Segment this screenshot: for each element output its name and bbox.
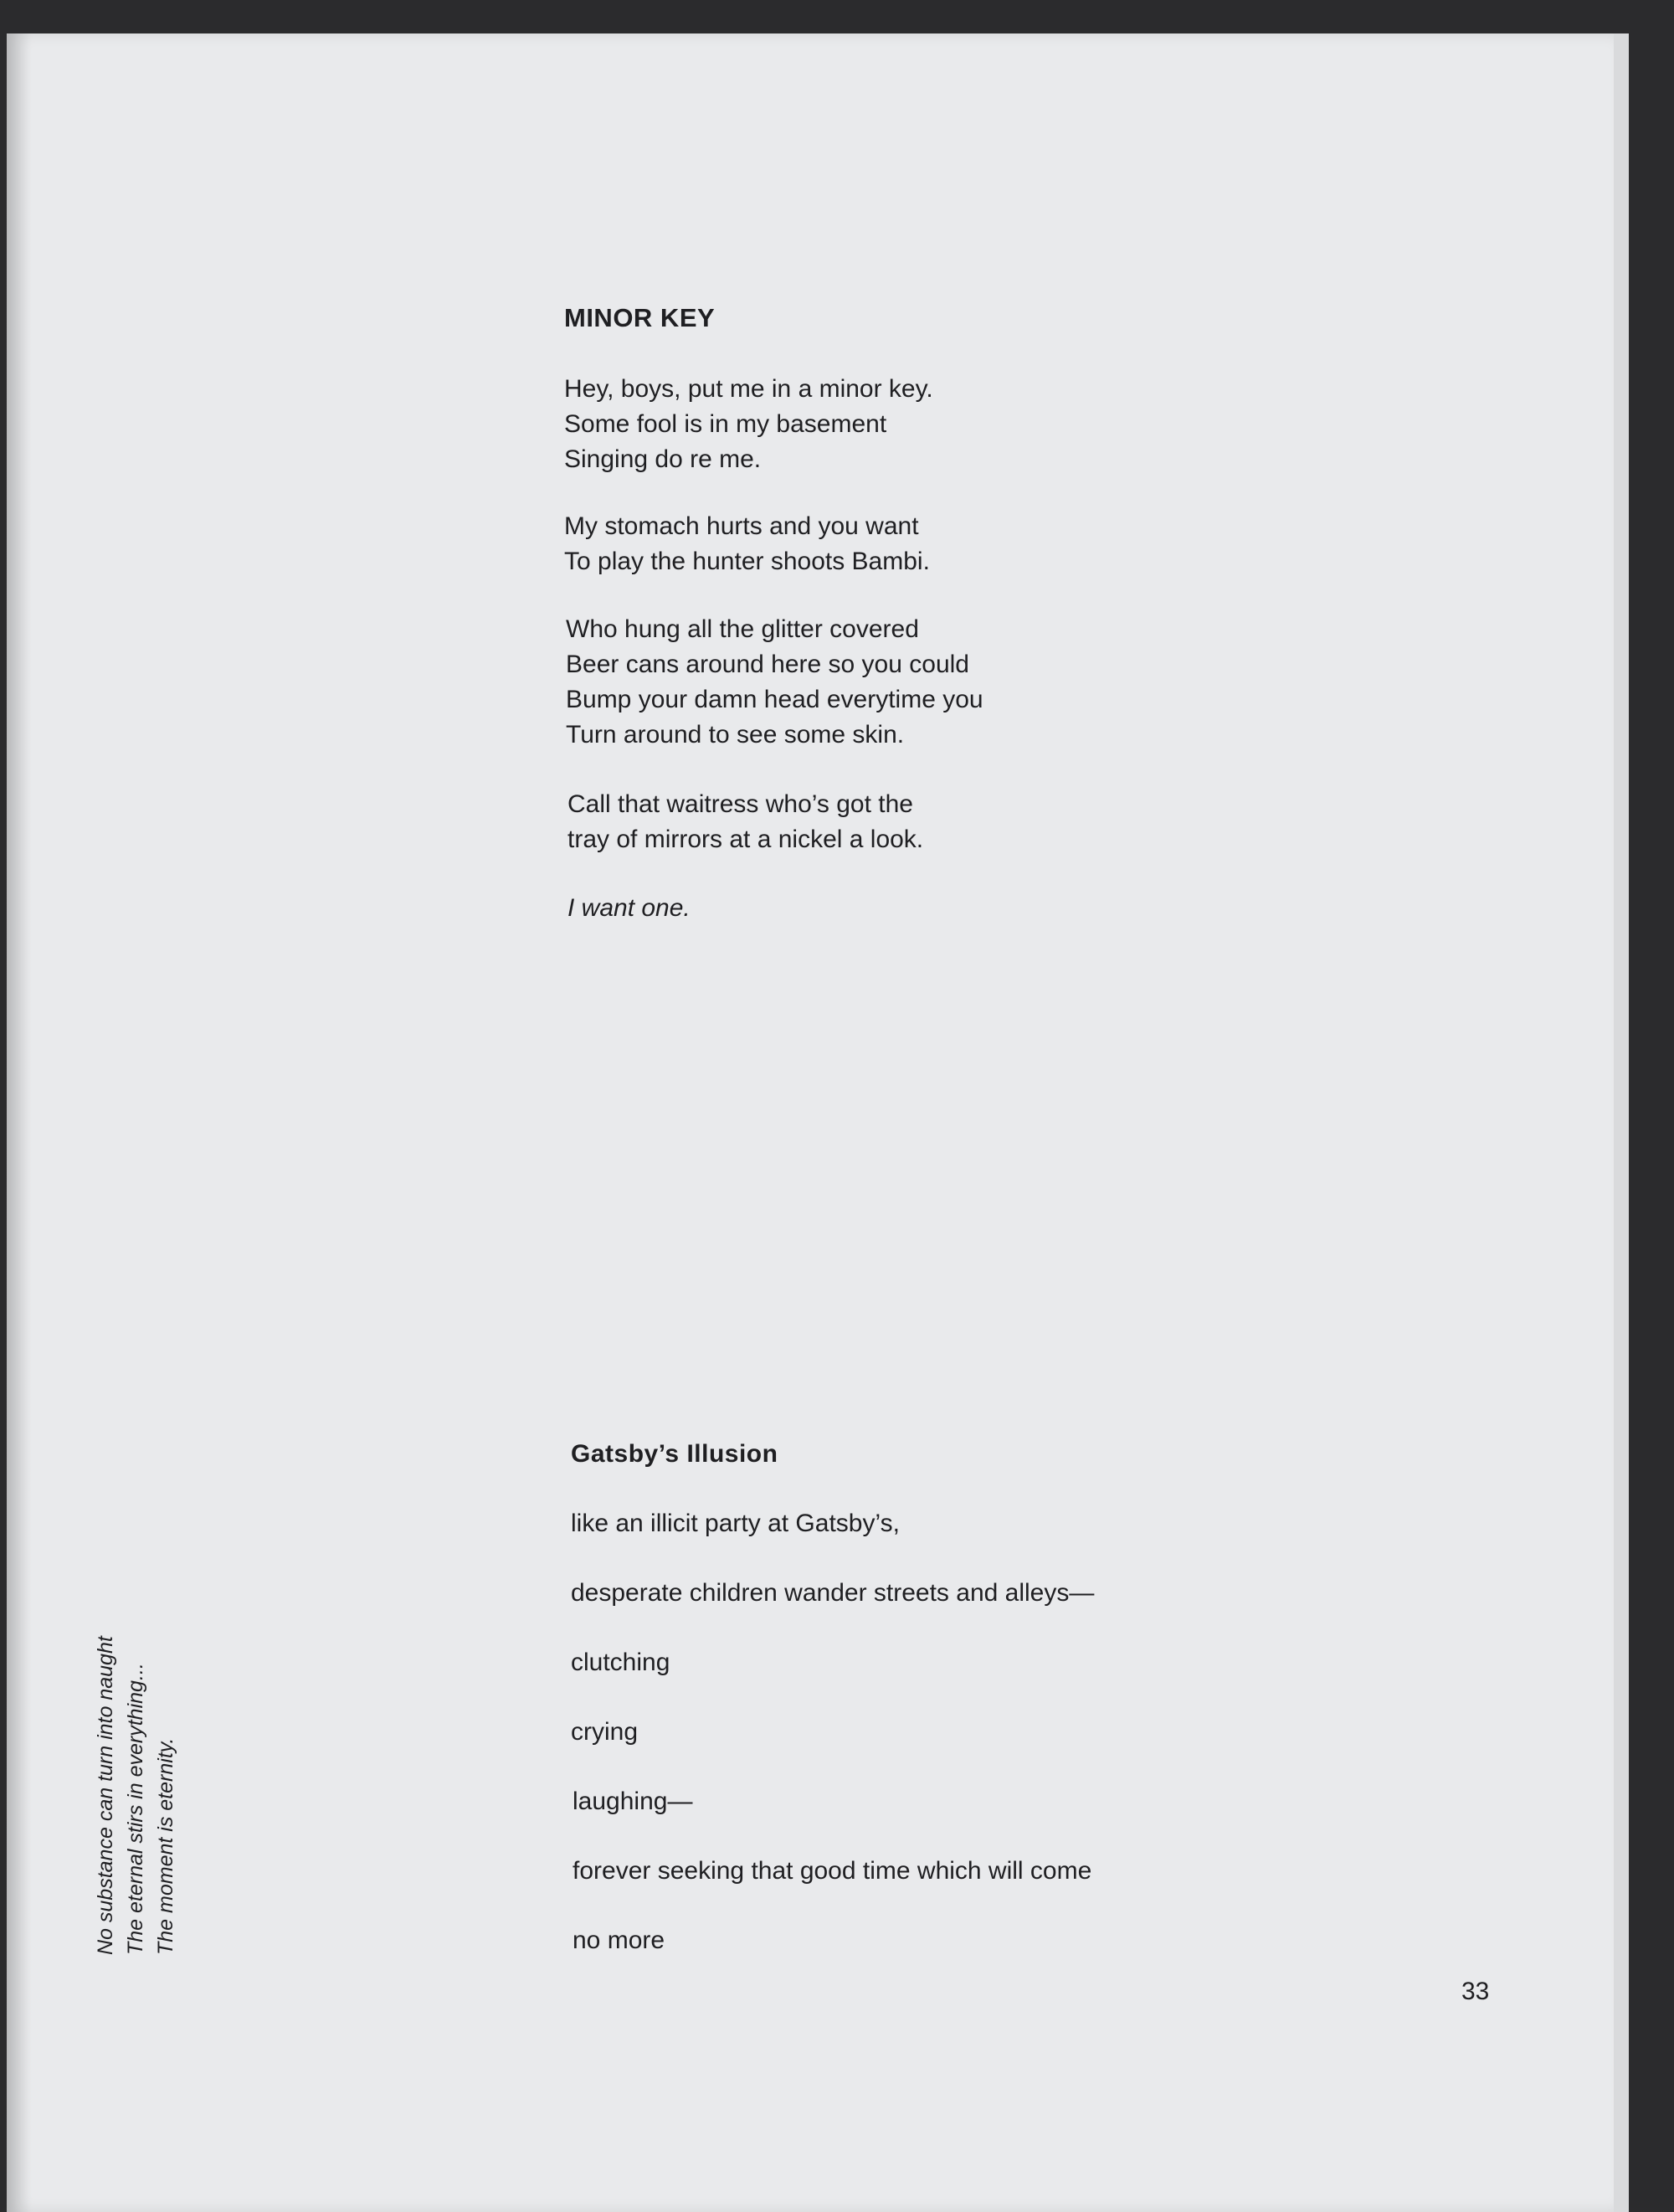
poem-line: laughing— <box>573 1788 693 1815</box>
poem-line: clutching <box>571 1649 670 1676</box>
poem-line: Singing do re me. <box>564 445 762 473</box>
sidebar-quote <box>90 1587 216 1955</box>
poem-line: Who hung all the glitter covered <box>566 615 919 643</box>
bleed-through-texture <box>469 1047 1055 1055</box>
poem-line: Beer cans around here so you could <box>566 651 969 678</box>
binding-gutter <box>7 33 32 2212</box>
poem-line: Turn around to see some skin. <box>566 721 905 748</box>
poem-stanza-1 <box>564 372 933 477</box>
poem-line: like an illicit party at Gatsby’s, <box>571 1510 900 1537</box>
poem-stanza-3 <box>566 612 983 753</box>
poem-stanza-4 <box>567 787 923 857</box>
quote-line: The eternal stirs in everything... <box>124 1663 147 1955</box>
poem-line: forever seeking that good time which will come <box>573 1857 1092 1885</box>
poem-line: Call that waitress who’s got the <box>567 790 913 818</box>
poem-line: tray of mirrors at a nickel a look. <box>567 826 924 853</box>
poem-line: My stomach hurts and you want <box>564 512 919 540</box>
poem-line: desperate children wander streets and alleys— <box>571 1579 1095 1607</box>
poem-title-gatsbys-illusion: Gatsby’s Illusion <box>571 1440 778 1468</box>
poem-line: Some fool is in my basement <box>564 410 887 438</box>
poem-line: To play the hunter shoots Bambi. <box>564 548 930 575</box>
quote-line: The moment is eternity. <box>154 1737 177 1955</box>
poem-line: Bump your damn head everytime you <box>566 686 983 713</box>
quote-line: No substance can turn into naught <box>94 1636 117 1955</box>
page-number: 33 <box>1461 1978 1490 2005</box>
poem-line: no more <box>573 1926 665 1954</box>
poem-closing-line: I want one. <box>567 894 691 922</box>
poem-stanza-2 <box>564 509 930 579</box>
poem-title-minor-key: MINOR KEY <box>564 303 716 332</box>
poem-line: Hey, boys, put me in a minor key. <box>564 375 933 403</box>
page-edge <box>1614 33 1629 2212</box>
poem-line: crying <box>571 1718 639 1746</box>
